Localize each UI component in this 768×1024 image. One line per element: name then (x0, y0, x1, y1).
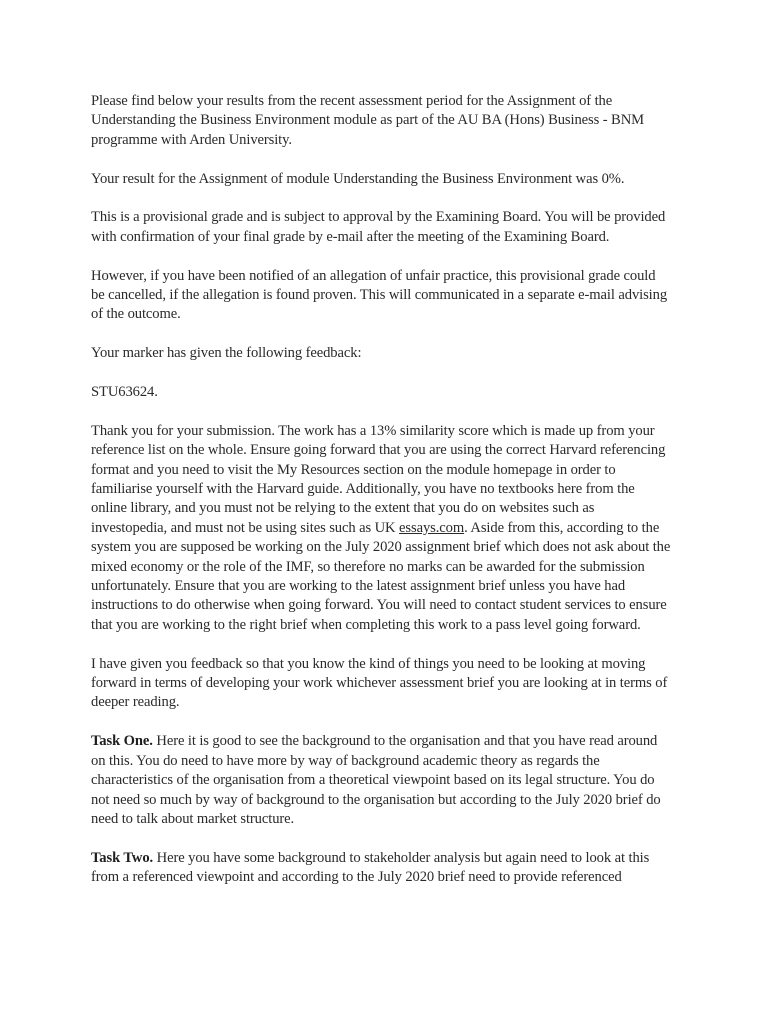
document-page (91, 92, 671, 907)
unfair-practice-paragraph: However, if you have been notified of an allegation of unfair practice, this provisional grade could be cancelled, if the allegation is found proven. This will communicated in a separate e-mail advising of the outcome. (91, 267, 668, 323)
feedback-text-part1: Thank you for your submission. The work has a 13% similarity score which is made up from your reference list on the whole. Ensure going forward that you are using the correct Harvard referencing format and you need to visit the My Resources section on the module homepage in order to familiarise yourself with the Harvard guide. Additionally, you have no textbooks here from the online library, and you must not be relying to the extent that you do on websites such as investopedia, and must not be using sites such as UK (91, 422, 666, 536)
guidance-paragraph: I have given you feedback so that you know the kind of things you need to be looking at moving forward in terms of developing your work whichever assessment brief you are looking at in terms of deeper reading. (91, 655, 668, 711)
task-two-paragraph (91, 849, 671, 888)
feedback-text-part2: . Aside from this, according to the system you are supposed be working on the July 2020 assignment brief which does not ask about the mixed economy or the role of the IMF, so therefore no marks can be awarded for the submission unfortunately. Ensure that you are working to the latest assignment brief unless you have had instructions to do otherwise when going forward. You will need to contact student services to ensure that you are working to the right brief when completing this work to a pass level going forward. (91, 519, 671, 633)
feedback-paragraph (91, 422, 671, 635)
task-one-paragraph (91, 732, 671, 829)
essays-link[interactable]: essays.com (399, 519, 465, 536)
task-two-heading: Task Two. (91, 849, 154, 866)
result-paragraph: Your result for the Assignment of module Understanding the Business Environment was 0%. (91, 170, 625, 187)
task-one-body: Here it is good to see the background to the organisation and that you have read around on this. You do need to have more by way of background academic theory as regards the characteristics of the organisation from a theoretical viewpoint based on its legal structure. You do not need so much by way of background to the organisation but according to the July 2020 brief do need to talk about market structure. (91, 733, 661, 827)
feedback-intro-paragraph: Your marker has given the following feedback: (91, 345, 362, 362)
task-two-body: Here you have some background to stakeholder analysis but again need to look at this from a referenced viewpoint and according to the July 2020 brief need to provide referenced (91, 849, 650, 886)
provisional-grade-paragraph: This is a provisional grade and is subject to approval by the Examining Board. You will be provided with confirmation of your final grade by e-mail after the meeting of the Examining Board. (91, 209, 666, 245)
intro-paragraph: Please find below your results from the recent assessment period for the Assignment of the Understanding the Business Environment module as part of the AU BA (Hons) Business - BNM programme with Arden University. (91, 93, 645, 148)
student-id: STU63624. (91, 384, 158, 401)
task-one-heading: Task One. (91, 733, 153, 750)
